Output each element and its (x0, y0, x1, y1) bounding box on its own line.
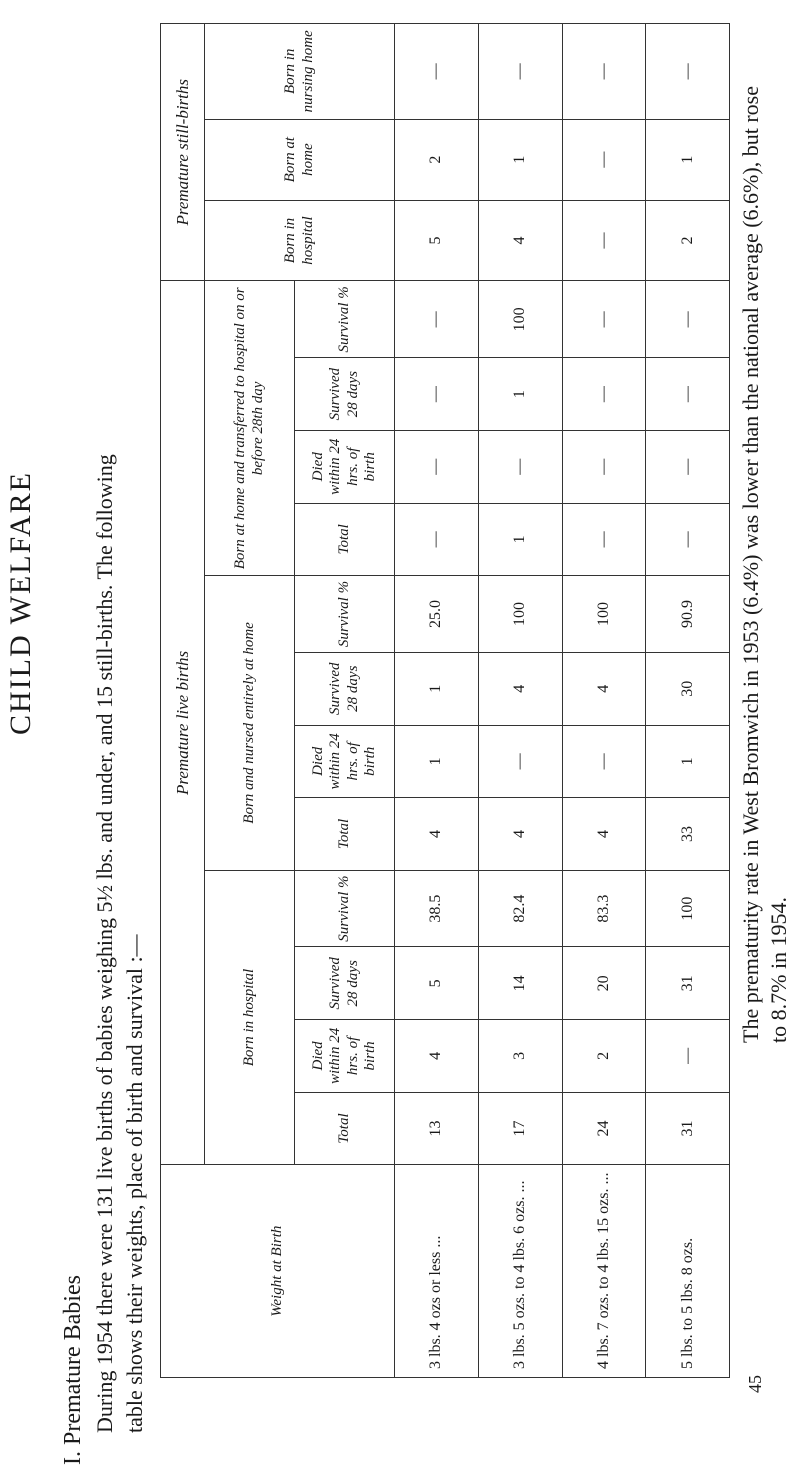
cell: 1 (395, 725, 479, 798)
hosp-died-header: Died within 24 hrs. of birth (295, 1020, 395, 1093)
cell: 2 (646, 200, 730, 281)
cell: — (562, 430, 646, 503)
weight-header: Weight at Birth (161, 1165, 395, 1378)
tr-died-header: Died within 24 hrs. of birth (295, 430, 395, 503)
weight-cell: 3 lbs. 5 ozs. to 4 lbs. 6 ozs. ... (478, 1165, 562, 1378)
cell: — (646, 503, 730, 576)
nursed-at-home-header: Born and nursed entirely at home (205, 576, 295, 871)
sb-hospital-header: Born in hospital (205, 200, 395, 281)
still-births-header: Premature still-births (161, 24, 205, 282)
born-in-hospital-header: Born in hospital (205, 870, 295, 1165)
cell: 4 (395, 1020, 479, 1093)
cell: 20 (562, 947, 646, 1020)
cell: — (562, 725, 646, 798)
cell: 1 (646, 119, 730, 200)
cell: — (646, 358, 730, 431)
home-died-header: Died within 24 hrs. of birth (295, 725, 395, 798)
cell: 100 (646, 870, 730, 947)
cell: 4 (395, 798, 479, 871)
table-row (478, 24, 562, 1378)
hosp-survived-header: Survived 28 days (295, 947, 395, 1020)
cell: — (395, 430, 479, 503)
cell: 13 (395, 1092, 479, 1165)
page-number: 45 (745, 1375, 765, 1393)
home-survived-header: Survived 28 days (295, 652, 395, 725)
cell: 100 (478, 281, 562, 358)
cell: 17 (478, 1092, 562, 1165)
cell: 4 (478, 798, 562, 871)
cell: 5 (395, 200, 479, 281)
page-heading: CHILD WELFARE (4, 470, 37, 736)
cell: 1 (646, 725, 730, 798)
cell: 83.3 (562, 870, 646, 947)
hosp-pct-header: Survival % (295, 870, 395, 947)
cell: 38.5 (395, 870, 479, 947)
cell: — (562, 281, 646, 358)
closing-paragraph-line-2: to 8.7% in 1954. (766, 896, 791, 1043)
section-title: I. Premature Babies (60, 1275, 86, 1465)
cell: 90.9 (646, 576, 730, 653)
cell: 2 (562, 1020, 646, 1093)
cell: 33 (646, 798, 730, 871)
cell: 31 (646, 947, 730, 1020)
cell: — (646, 1020, 730, 1093)
cell: — (646, 430, 730, 503)
cell: 82.4 (478, 870, 562, 947)
cell: — (478, 24, 562, 120)
cell: 1 (395, 652, 479, 725)
sb-nursing-home-header: Born in nursing home (205, 24, 395, 120)
premature-births-table (160, 23, 730, 1378)
cell: 100 (478, 576, 562, 653)
cell: — (562, 24, 646, 120)
live-births-header: Premature live births (161, 281, 205, 1165)
cell: 30 (646, 652, 730, 725)
intro-paragraph-line-1: During 1954 there were 131 live births of babies weighing 5½ lbs. and under, and 15 still-births. The following (92, 454, 117, 1433)
home-pct-header: Survival % (295, 576, 395, 653)
table-row (562, 24, 646, 1378)
cell: — (395, 281, 479, 358)
cell: — (562, 119, 646, 200)
cell: 4 (478, 652, 562, 725)
cell: — (646, 281, 730, 358)
cell: 25.0 (395, 576, 479, 653)
closing-paragraph-line-1: The prematurity rate in West Bromwich in 1953 (6.4%) was lower than the national average (6.6%), but rose (738, 86, 763, 1043)
weight-cell: 4 lbs. 7 ozs. to 4 lbs. 15 ozs. ... (562, 1165, 646, 1378)
sb-home-header: Born at home (205, 119, 395, 200)
cell: 1 (478, 119, 562, 200)
cell: 4 (478, 200, 562, 281)
cell: — (562, 358, 646, 431)
table-row (646, 24, 730, 1378)
home-total-header: Total (295, 798, 395, 871)
cell: — (395, 358, 479, 431)
cell: 2 (395, 119, 479, 200)
cell: 5 (395, 947, 479, 1020)
cell: — (478, 430, 562, 503)
weight-cell: 5 lbs. to 5 lbs. 8 ozs. (646, 1165, 730, 1378)
tr-pct-header: Survival % (295, 281, 395, 358)
table-row (395, 24, 479, 1378)
cell: — (562, 503, 646, 576)
cell: 3 (478, 1020, 562, 1093)
cell: 100 (562, 576, 646, 653)
cell: 31 (646, 1092, 730, 1165)
intro-paragraph-line-2: table shows their weights, place of birth and survival :— (122, 934, 147, 1433)
weight-cell: 3 lbs. 4 ozs or less ... (395, 1165, 479, 1378)
cell: — (478, 725, 562, 798)
cell: — (646, 24, 730, 120)
tr-total-header: Total (295, 503, 395, 576)
cell: 24 (562, 1092, 646, 1165)
cell: 4 (562, 798, 646, 871)
cell: 4 (562, 652, 646, 725)
cell: 1 (478, 503, 562, 576)
cell: — (395, 503, 479, 576)
transferred-header: Born at home and transferred to hospital on or before 28th day (205, 281, 295, 576)
hosp-total-header: Total (295, 1092, 395, 1165)
cell: 14 (478, 947, 562, 1020)
cell: 1 (478, 358, 562, 431)
cell: — (562, 200, 646, 281)
cell: — (395, 24, 479, 120)
tr-survived-header: Survived 28 days (295, 358, 395, 431)
